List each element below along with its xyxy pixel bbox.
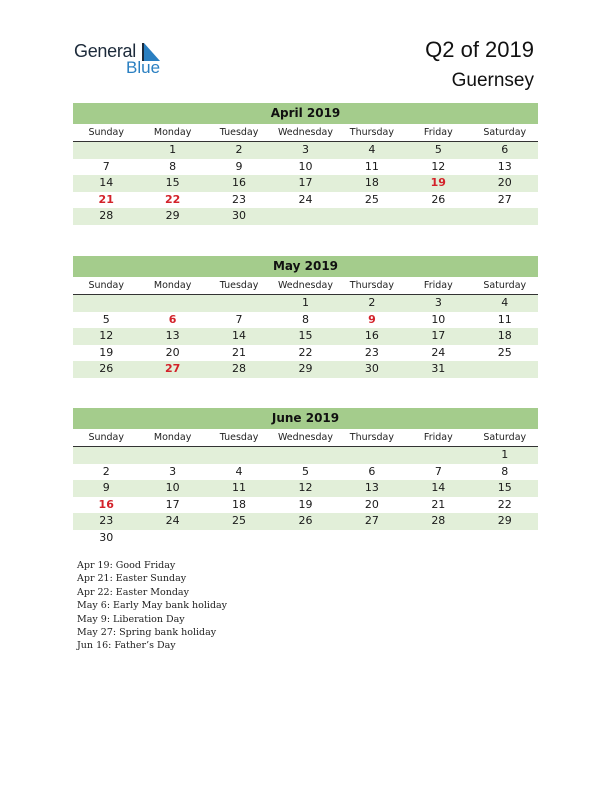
date-cell: 20 — [165, 345, 180, 359]
week-row — [73, 192, 538, 209]
weekday-label: Saturday — [483, 432, 527, 443]
week-row — [73, 312, 538, 329]
date-cell: 21 — [232, 345, 247, 359]
date-cell: 28 — [232, 362, 247, 375]
date-cell: 31 — [431, 362, 446, 375]
date-cell: 12 — [431, 159, 446, 173]
date-cell: 2 — [368, 296, 376, 309]
date-cell — [206, 530, 272, 547]
holiday-notes — [77, 559, 227, 653]
date-cell: 11 — [364, 159, 379, 173]
weekday-label: Tuesday — [219, 432, 259, 443]
week-row — [73, 142, 538, 159]
date-cell: 2 — [102, 464, 110, 478]
date-cell — [73, 295, 139, 312]
date-cell: 24 — [431, 345, 446, 359]
week-row — [73, 345, 538, 362]
date-cell: 26 — [99, 362, 114, 375]
date-cell — [139, 530, 205, 547]
week-row — [73, 175, 538, 192]
date-cell: 17 — [431, 329, 446, 342]
weekday-label: Wednesday — [277, 280, 333, 291]
week-row — [73, 447, 538, 464]
date-cell: 19 — [99, 345, 114, 359]
date-cell: 22 — [497, 497, 512, 511]
weekday-label: Wednesday — [277, 432, 333, 443]
date-cell: 1 — [169, 143, 177, 156]
month-title: June 2019 — [73, 408, 538, 429]
holiday-date-cell: 16 — [98, 497, 114, 511]
date-cell: 20 — [497, 176, 512, 189]
date-cell: 29 — [165, 209, 180, 222]
date-cell: 7 — [235, 312, 243, 326]
date-cell — [272, 208, 338, 225]
holiday-date-cell: 21 — [98, 192, 114, 206]
date-cell: 17 — [165, 497, 180, 511]
weekday-label: Sunday — [88, 127, 124, 138]
week-row — [73, 328, 538, 345]
date-cell: 24 — [298, 192, 313, 206]
date-cell: 30 — [232, 209, 247, 222]
date-cell: 12 — [298, 481, 313, 494]
date-cell: 23 — [364, 345, 379, 359]
date-cell: 5 — [434, 143, 442, 156]
weekday-label: Sunday — [88, 280, 124, 291]
date-cell: 27 — [497, 192, 512, 206]
date-cell — [472, 361, 538, 378]
holiday-note: Apr 22: Easter Monday — [77, 586, 189, 598]
week-row — [73, 464, 538, 481]
date-cell: 25 — [497, 345, 512, 359]
date-cell: 12 — [99, 329, 114, 342]
date-cell: 23 — [99, 514, 114, 527]
date-cell: 10 — [298, 159, 313, 173]
date-cell: 8 — [169, 159, 177, 173]
date-cell: 13 — [165, 329, 180, 342]
date-cell: 6 — [501, 143, 509, 156]
date-cell: 13 — [497, 159, 512, 173]
date-cell: 14 — [99, 176, 114, 189]
date-cell — [472, 208, 538, 225]
holiday-note: Jun 16: Father’s Day — [77, 640, 176, 652]
date-cell: 17 — [298, 176, 313, 189]
date-cell — [339, 530, 405, 547]
brand-name-general: General — [74, 41, 136, 61]
date-cell: 4 — [368, 143, 376, 156]
date-cell — [405, 208, 471, 225]
date-cell: 9 — [102, 481, 110, 494]
date-cell — [206, 295, 272, 312]
date-cell: 14 — [232, 329, 247, 342]
weekday-header-row — [73, 277, 538, 295]
date-cell: 26 — [431, 192, 446, 206]
date-cell: 9 — [235, 159, 243, 173]
weekday-label: Sunday — [88, 432, 124, 443]
week-row — [73, 513, 538, 530]
weekday-header-row — [73, 124, 538, 142]
date-cell — [405, 530, 471, 547]
brand-name-blue: Blue — [126, 58, 161, 77]
date-cell: 28 — [99, 209, 114, 222]
date-cell: 15 — [298, 329, 313, 342]
holiday-note: May 9: Liberation Day — [77, 613, 185, 625]
month-calendar-may — [73, 256, 538, 378]
date-cell — [139, 295, 205, 312]
weekday-label: Friday — [423, 432, 453, 443]
holiday-date-cell: 22 — [164, 192, 181, 206]
date-cell: 11 — [232, 481, 247, 494]
date-cell: 29 — [298, 362, 313, 375]
date-cell: 5 — [301, 464, 309, 478]
weekday-label: Monday — [153, 280, 192, 291]
date-cell: 18 — [232, 497, 247, 511]
date-cell: 25 — [232, 514, 247, 527]
date-cell: 29 — [497, 514, 512, 527]
date-cell — [206, 447, 272, 464]
week-row — [73, 159, 538, 176]
date-cell: 20 — [364, 497, 379, 511]
week-row — [73, 497, 538, 514]
holiday-note: Apr 19: Good Friday — [77, 560, 176, 571]
page-title: Q2 of 2019 — [425, 37, 534, 62]
date-cell: 8 — [301, 312, 309, 326]
date-cell: 23 — [232, 192, 247, 206]
date-cell: 1 — [501, 448, 509, 461]
date-cell: 13 — [364, 481, 379, 494]
weekday-header-row — [73, 429, 538, 447]
weekday-label: Tuesday — [219, 280, 259, 291]
date-cell: 30 — [364, 362, 379, 375]
week-row — [73, 295, 538, 312]
week-row — [73, 530, 538, 547]
week-row — [73, 361, 538, 378]
holiday-date-cell: 19 — [430, 176, 446, 189]
holiday-date-cell: 9 — [368, 312, 376, 326]
date-cell: 3 — [169, 464, 177, 478]
date-cell: 19 — [298, 497, 313, 511]
weekday-label: Thursday — [349, 280, 394, 291]
week-row — [73, 208, 538, 225]
date-cell: 11 — [497, 312, 512, 326]
date-cell: 3 — [301, 143, 309, 156]
weekday-label: Friday — [423, 280, 453, 291]
date-cell — [272, 530, 338, 547]
month-calendar-june — [73, 408, 538, 546]
holiday-note: May 6: Early May bank holiday — [77, 600, 228, 612]
date-cell: 24 — [165, 514, 180, 527]
date-cell — [73, 447, 139, 464]
date-cell — [472, 530, 538, 547]
date-cell: 1 — [301, 296, 309, 309]
weekday-label: Tuesday — [219, 127, 259, 138]
date-cell: 7 — [102, 159, 110, 173]
date-cell — [405, 447, 471, 464]
date-cell — [139, 447, 205, 464]
holiday-date-cell: 27 — [164, 362, 181, 375]
weekday-label: Thursday — [349, 127, 394, 138]
date-cell — [339, 447, 405, 464]
date-cell: 21 — [431, 497, 446, 511]
date-cell: 26 — [298, 514, 313, 527]
date-cell: 16 — [232, 176, 247, 189]
date-cell: 15 — [497, 481, 512, 494]
date-cell: 10 — [165, 481, 180, 494]
week-row — [73, 480, 538, 497]
month-title: May 2019 — [73, 256, 538, 277]
date-cell: 16 — [364, 329, 379, 342]
date-cell: 28 — [431, 514, 446, 527]
weekday-label: Monday — [153, 432, 192, 443]
date-cell: 8 — [501, 464, 509, 478]
country-name: Guernsey — [451, 70, 534, 91]
holiday-note: Apr 21: Easter Sunday — [77, 573, 187, 585]
holiday-note: May 27: Spring bank holiday — [77, 627, 217, 639]
date-cell — [272, 447, 338, 464]
date-cell: 30 — [99, 530, 114, 544]
weekday-label: Wednesday — [277, 127, 333, 138]
date-cell: 7 — [434, 464, 442, 478]
date-cell: 18 — [497, 329, 512, 342]
date-cell — [73, 142, 139, 159]
date-cell: 15 — [165, 176, 180, 189]
date-cell: 5 — [102, 312, 110, 326]
date-cell: 2 — [235, 143, 243, 156]
date-cell: 6 — [368, 464, 376, 478]
weekday-label: Thursday — [349, 432, 394, 443]
date-cell: 4 — [501, 296, 509, 309]
month-calendar-april — [73, 103, 538, 225]
date-cell: 10 — [431, 312, 446, 326]
date-cell: 3 — [434, 296, 442, 309]
date-cell: 25 — [364, 192, 379, 206]
weekday-label: Friday — [423, 127, 453, 138]
weekday-label: Saturday — [483, 280, 527, 291]
date-cell: 27 — [364, 514, 379, 527]
brand-logo — [74, 41, 194, 81]
month-title: April 2019 — [73, 103, 538, 124]
holiday-date-cell: 6 — [168, 312, 177, 326]
date-cell: 14 — [431, 481, 446, 494]
date-cell — [339, 208, 405, 225]
date-cell: 4 — [235, 464, 243, 478]
date-cell: 22 — [298, 345, 313, 359]
weekday-label: Saturday — [483, 127, 527, 138]
date-cell: 18 — [364, 176, 379, 189]
weekday-label: Monday — [153, 127, 192, 138]
